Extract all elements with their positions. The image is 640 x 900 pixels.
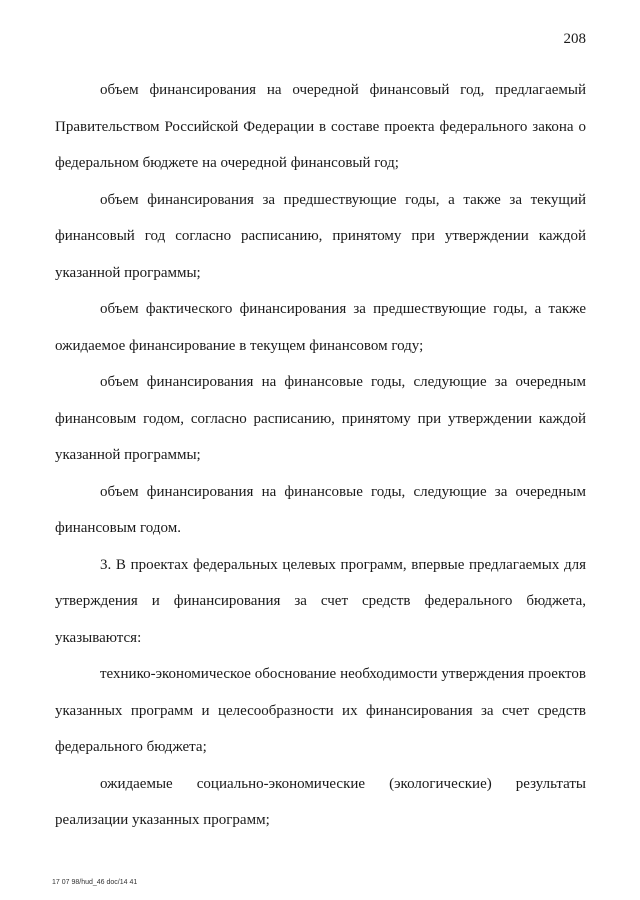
paragraph: 3. В проектах федеральных целевых программ, впервые предлагаемых для утверждения и финансирования за счет средств федерального бюджета, указываются:	[55, 556, 586, 646]
paragraph: ожидаемые социально-экономические (экологические) результаты реализации указанных программ;	[55, 775, 586, 828]
document-body	[55, 72, 586, 839]
page-number: 208	[563, 31, 586, 47]
paragraph: объем финансирования за предшествующие годы, а также за текущий финансовый год согласно расписанию, принятому при утверждении каждой указанной программы;	[55, 191, 586, 281]
paragraph: объем финансирования на очередной финансовый год, предлагаемый Правительством Российской Федерации в составе проекта федерального закона о федеральном бюджете на очередной финансовый год;	[55, 82, 586, 171]
paragraph: объем финансирования на финансовые годы, следующие за очередным финансовым годом.	[55, 483, 586, 536]
paragraph: объем финансирования на финансовые годы, следующие за очередным финансовым годом, согласно расписанию, принятому при утверждении каждой указанной программы;	[55, 374, 586, 463]
paragraph: объем фактического финансирования за предшествующие годы, а также ожидаемое финансирование в текущем финансовом году;	[55, 301, 586, 354]
footer-file-reference: 17 07 98/hud_46 doc/14 41	[52, 879, 138, 886]
paragraph: технико-экономическое обоснование необходимости утверждения проектов указанных программ и целесообразности их финансирования за счет средств федерального бюджета;	[55, 666, 586, 755]
